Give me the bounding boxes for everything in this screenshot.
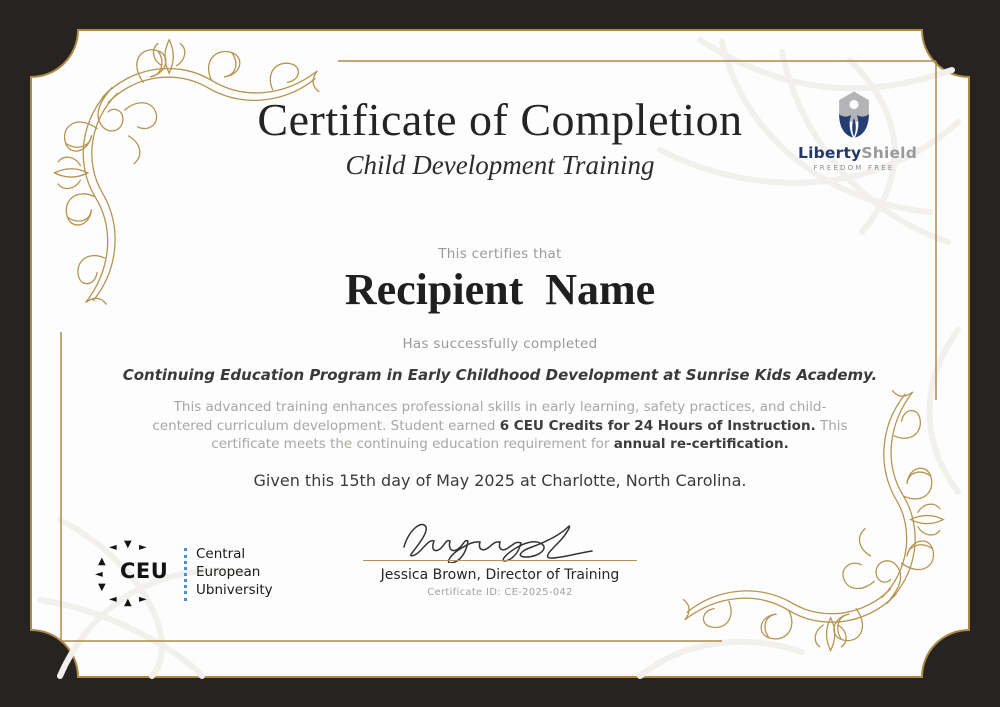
wordmark-liberty: Liberty <box>798 144 862 162</box>
description-seg1: This advanced training enhances professional skills in early learning, safety practices, and child-centered curriculum development. Student earned <box>152 399 827 434</box>
description-paragraph <box>150 398 850 454</box>
ceu-org-line: Ubniversity <box>196 582 273 599</box>
ceu-triangle-icon: ▼ <box>124 539 132 550</box>
ceu-logo <box>95 539 318 610</box>
ceu-triangle-icon: ▲ <box>98 556 106 567</box>
liberty-shield-icon <box>830 90 878 143</box>
description-seg2: This certificate meets the continuing education requirement for <box>211 417 848 453</box>
ceu-triangle-icon: ▲ <box>124 597 132 608</box>
certificate-id: Certificate ID: CE-2025-042 <box>427 587 573 598</box>
description-bold1: 6 CEU Credits for 24 Hours of Instruction. <box>499 417 816 434</box>
liberty-shield-logo <box>798 90 917 172</box>
ceu-triangle-icon: ◄ <box>95 569 103 580</box>
ceu-org-line: European <box>196 564 261 581</box>
signer-name: Jessica Brown, Director of Training <box>380 567 620 583</box>
ceu-dotted-divider <box>184 548 187 601</box>
wordmark-shield: Shield <box>861 144 917 162</box>
completed-label: Has successfully completed <box>402 336 598 352</box>
liberty-shield-tagline: FREEDOM FREE <box>813 164 895 172</box>
ceu-triangle-icon: ◄ <box>109 542 117 553</box>
ceu-org-line: Central <box>196 546 246 562</box>
liberty-shield-wordmark <box>798 144 917 162</box>
recipient-name: Recipient Name <box>344 265 656 314</box>
ceu-triangle-icon: ► <box>139 594 147 605</box>
signature-rule <box>363 560 637 561</box>
issued-line: Given this 15th day of May 2025 at Charlotte, North Carolina. <box>253 471 747 490</box>
certificate-subtitle: Child Development Training <box>345 150 655 180</box>
ceu-triangle-icon: ▼ <box>98 582 106 593</box>
ceu-acronym: CEU <box>120 559 169 583</box>
certifies-label: This certifies that <box>438 246 562 262</box>
signature-image <box>398 509 598 563</box>
ceu-triangle-icon: ► <box>139 542 147 553</box>
ceu-triangle-icon: ◄ <box>109 594 117 605</box>
ceu-org-name <box>196 545 273 600</box>
certificate-title: Certificate of Completion <box>257 94 743 145</box>
program-line: Continuing Education Program in Early Childhood Development at Sunrise Kids Academy. <box>122 366 878 384</box>
description-bold2: annual re-certification. <box>613 436 789 453</box>
